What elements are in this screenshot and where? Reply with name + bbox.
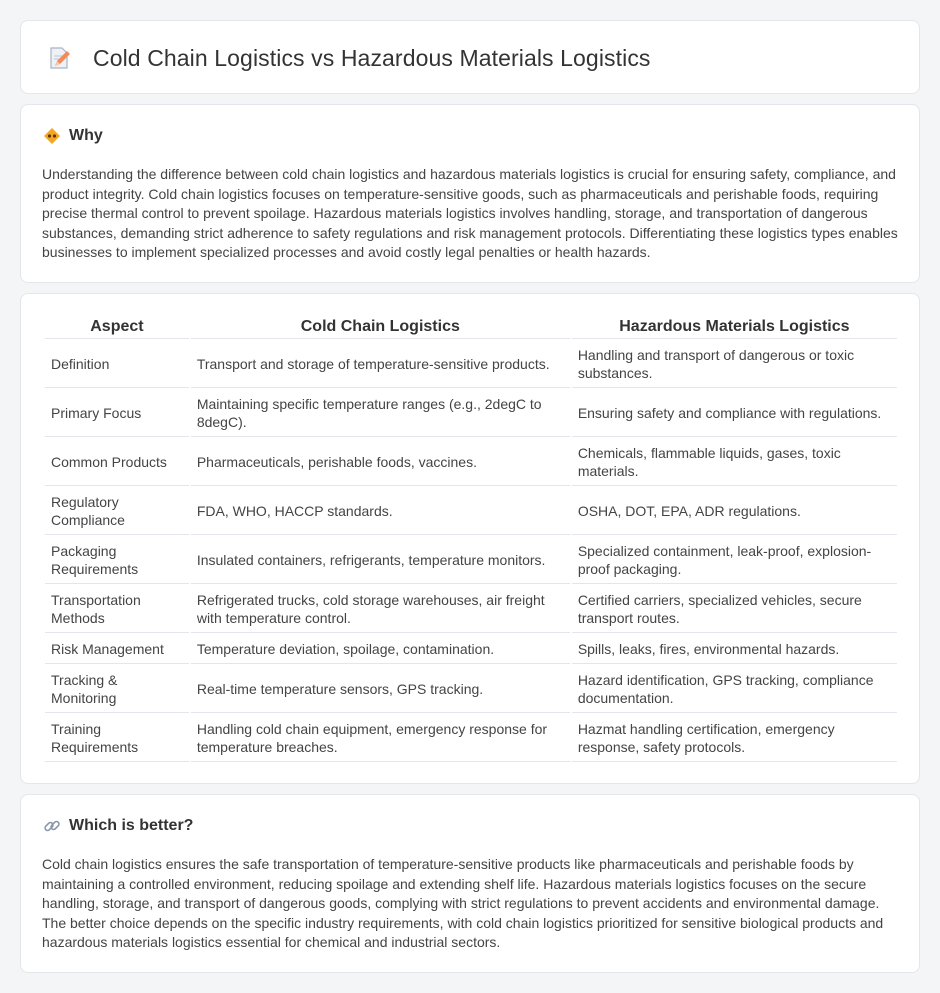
comparison-table-card (20, 293, 920, 784)
table-row (45, 488, 897, 535)
document-pencil-icon (45, 44, 73, 72)
better-title: Which is better? (69, 817, 194, 834)
which-better-section (20, 794, 920, 973)
table-row (45, 666, 897, 713)
cell-aspect: Primary Focus (45, 390, 189, 437)
header-hazardous: Hazardous Materials Logistics (572, 316, 897, 339)
cell-aspect: Definition (45, 341, 189, 388)
cell-cold: Insulated containers, refrigerants, temperature monitors. (191, 537, 570, 584)
cell-aspect: Common Products (45, 439, 189, 486)
header-aspect: Aspect (45, 316, 189, 339)
page-title: Cold Chain Logistics vs Hazardous Materials Logistics (93, 44, 651, 71)
why-section (20, 104, 920, 283)
cell-haz: Spills, leaks, fires, environmental hazards. (572, 635, 897, 664)
diamond-sign-icon (43, 127, 61, 145)
header-cold-chain: Cold Chain Logistics (191, 316, 570, 339)
link-icon (43, 817, 61, 835)
cell-haz: Hazard identification, GPS tracking, compliance documentation. (572, 666, 897, 713)
cell-haz: Chemicals, flammable liquids, gases, toxic materials. (572, 439, 897, 486)
cell-aspect: Packaging Requirements (45, 537, 189, 584)
comparison-table (43, 314, 899, 764)
cell-cold: Maintaining specific temperature ranges (e.g., 2degC to 8degC). (191, 390, 570, 437)
cell-haz: Specialized containment, leak-proof, explosion-proof packaging. (572, 537, 897, 584)
cell-aspect: Tracking & Monitoring (45, 666, 189, 713)
why-title: Why (69, 127, 103, 144)
table-row (45, 635, 897, 664)
table-row (45, 586, 897, 633)
cell-haz: Certified carriers, specialized vehicles, secure transport routes. (572, 586, 897, 633)
cell-aspect: Regulatory Compliance (45, 488, 189, 535)
table-header-row (45, 316, 897, 339)
cell-cold: Real-time temperature sensors, GPS tracking. (191, 666, 570, 713)
cell-cold: Refrigerated trucks, cold storage warehouses, air freight with temperature control. (191, 586, 570, 633)
cell-haz: Ensuring safety and compliance with regulations. (572, 390, 897, 437)
title-card (20, 20, 920, 94)
cell-aspect: Training Requirements (45, 715, 189, 762)
cell-aspect: Risk Management (45, 635, 189, 664)
table-row (45, 439, 897, 486)
cell-cold: Temperature deviation, spoilage, contamination. (191, 635, 570, 664)
better-text: Cold chain logistics ensures the safe transportation of temperature-sensitive products like pharmaceuticals and perishable foods by maintaining a controlled environment, reducing spoilage and extending shelf life. Hazardous materials logistics focuses on the secure handling, storage, and transport of dangerous goods, complying with strict regulations to prevent accidents and environmental damage. The better choice depends on the specific industry requirements, with cold chain logistics prioritized for sensitive biological products and hazardous materials logistics essential for chemical and industrial sectors. (42, 856, 884, 950)
table-row (45, 341, 897, 388)
cell-haz: OSHA, DOT, EPA, ADR regulations. (572, 488, 897, 535)
cell-cold: Handling cold chain equipment, emergency response for temperature breaches. (191, 715, 570, 762)
table-row (45, 715, 897, 762)
cell-haz: Hazmat handling certification, emergency response, safety protocols. (572, 715, 897, 762)
cell-haz: Handling and transport of dangerous or toxic substances. (572, 341, 897, 388)
cell-aspect: Transportation Methods (45, 586, 189, 633)
table-row (45, 390, 897, 437)
cell-cold: Transport and storage of temperature-sensitive products. (191, 341, 570, 388)
cell-cold: Pharmaceuticals, perishable foods, vaccines. (191, 439, 570, 486)
why-text: Understanding the difference between cold chain logistics and hazardous materials logistics is crucial for ensuring safety, compliance, and product integrity. Cold chain logistics focuses on temperature-sensitive goods, such as pharmaceuticals and perishable foods, requiring precise thermal control to prevent spoilage. Hazardous materials logistics involves handling, storage, and transportation of dangerous substances, demanding strict adherence to safety regulations and risk management protocols. Differentiating these logistics types enables businesses to implement specialized processes and avoid costly legal penalties or health hazards. (42, 166, 898, 260)
table-row (45, 537, 897, 584)
cell-cold: FDA, WHO, HACCP standards. (191, 488, 570, 535)
